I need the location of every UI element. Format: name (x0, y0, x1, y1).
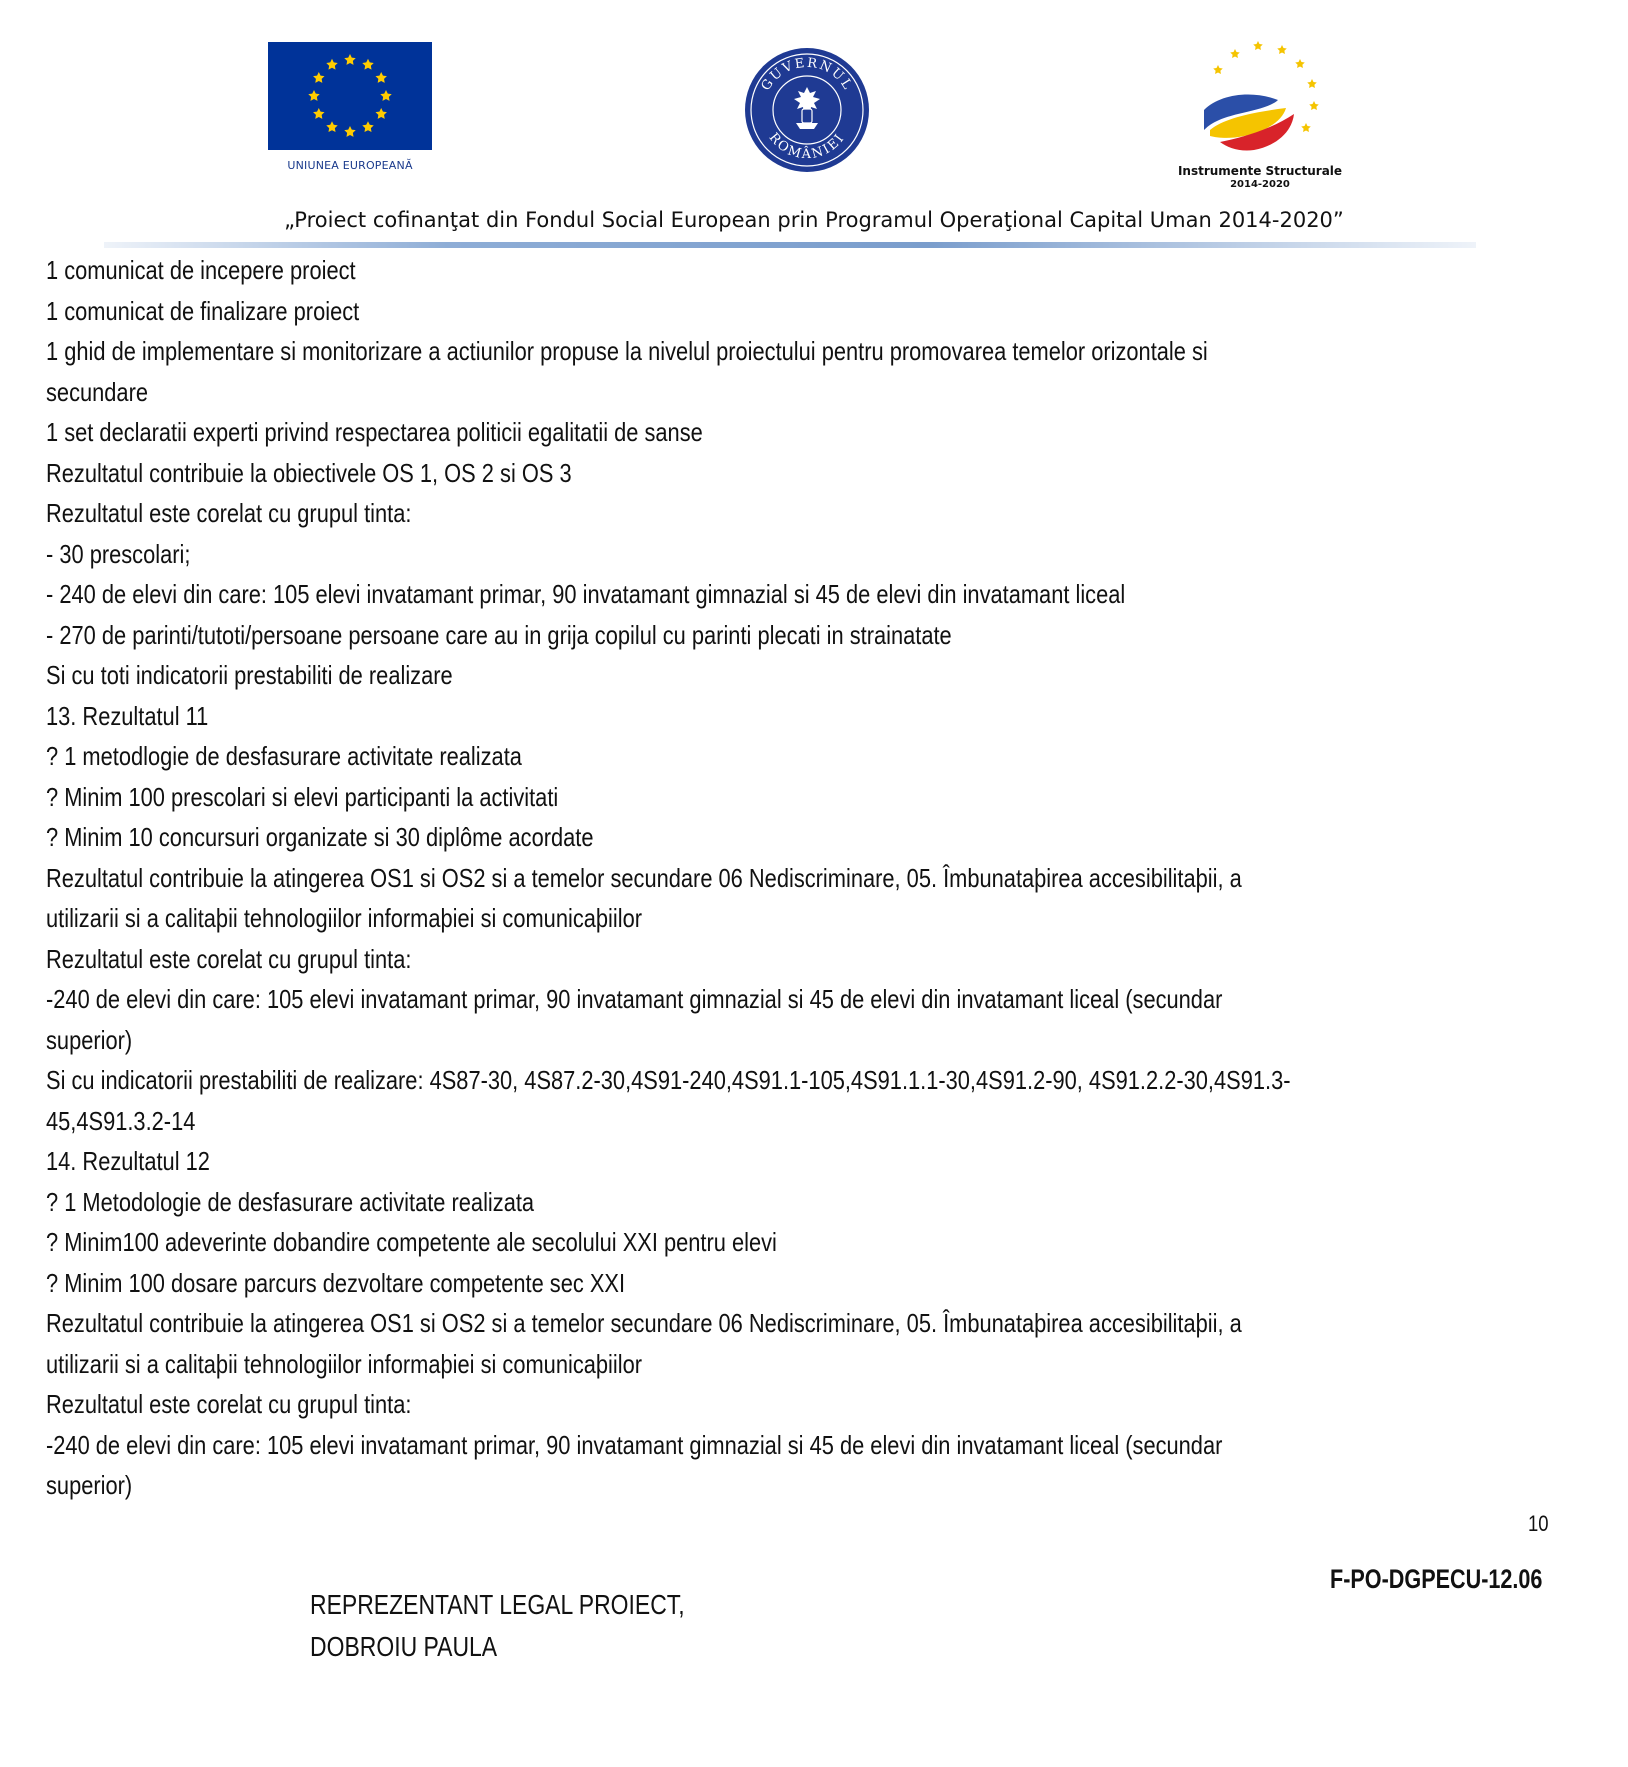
body-line: -240 de elevi din care: 105 elevi invatamant primar, 90 invatamant gimnazial si 45 de elevi din invatamant liceal (secundar (46, 984, 1223, 1014)
document-body (46, 250, 1291, 1506)
body-line: Rezultatul este corelat cu grupul tinta: (46, 1389, 412, 1419)
body-line: secundare (46, 376, 148, 407)
gov-ring-bottom-text: ROMÂNIEI (765, 130, 849, 163)
body-line: ? 1 metodlogie de desfasurare activitate realizata (46, 741, 522, 771)
body-line: Si cu toti indicatorii prestabiliti de realizare (46, 660, 453, 690)
eu-stars-icon (268, 42, 432, 150)
body-line: superior) (46, 1470, 133, 1500)
cofinance-tagline: „Proiect cofinanţat din Fondul Social European prin Programul Operaţional Capital Uman 2014-2020” (284, 208, 1344, 232)
eu-flag (268, 42, 432, 150)
eu-logo-caption: UNIUNEA EUROPEANĂ (287, 159, 413, 172)
section-heading: 13. Rezultatul 11 (46, 700, 209, 731)
body-line: utilizarii si a calitaþii tehnologiilor informaþiei si comunicaþiilor (46, 903, 643, 933)
body-line: superior) (46, 1024, 133, 1055)
body-line: Rezultatul este corelat cu grupul tinta: (46, 498, 412, 528)
structural-instruments-logo (1160, 38, 1360, 198)
government-seal-icon (744, 47, 870, 173)
body-line: 1 comunicat de finalizare proiect (46, 295, 360, 326)
government-logo (744, 47, 870, 173)
body-line: - 240 de elevi din care: 105 elevi invatamant primar, 90 invatamant gimnazial si 45 de elevi din invatamant liceal (46, 579, 1126, 609)
body-line: utilizarii si a calitaþii tehnologiilor informaþiei si comunicaþiilor (46, 1348, 643, 1379)
body-line: -240 de elevi din care: 105 elevi invatamant primar, 90 invatamant gimnazial si 45 de elevi din invatamant liceal (secundar (46, 1429, 1223, 1460)
signature-block (310, 1584, 685, 1668)
body-line: ? 1 Metodologie de desfasurare activitate realizata (46, 1186, 535, 1217)
eu-logo (268, 42, 434, 178)
page-number: 10 (1528, 1511, 1549, 1536)
structural-instruments-emblem-icon (1160, 38, 1360, 162)
body-line: - 30 prescolari; (46, 538, 191, 569)
signature-title: REPREZENTANT LEGAL PROIECT, (310, 1589, 685, 1620)
body-line: ? Minim 10 concursuri organizate si 30 diplôme acordate (46, 822, 594, 852)
body-line: - 270 de parinti/tutoti/persoane persoane care au in grija copilul cu parinti plecati in strainatate (46, 619, 952, 650)
structural-instruments-years: 2014-2020 (1230, 179, 1290, 190)
body-line: Si cu indicatorii prestabiliti de realizare: 4S87-30, 4S87.2-30,4S91-240,4S91.1-105,4S91.1.1-30,4S91.2-90, 4S91.2.2-30,4S91.3- (46, 1065, 1291, 1095)
header-divider (104, 242, 1476, 248)
signature-name: DOBROIU PAULA (310, 1631, 498, 1662)
body-line: ? Minim 100 dosare parcurs dezvoltare competente sec XXI (46, 1267, 626, 1298)
form-code: F-PO-DGPECU-12.06 (1330, 1564, 1543, 1594)
body-line: ? Minim100 adeverinte dobandire competente ale secolului XXI pentru elevi (46, 1227, 777, 1257)
body-line: 1 ghid de implementare si monitorizare a actiunilor propuse la nivelul proiectului pentru promovarea temelor orizontale si (46, 336, 1208, 366)
body-line: 1 comunicat de incepere proiect (46, 255, 356, 285)
structural-instruments-caption: Instrumente Structurale (1177, 164, 1343, 178)
body-line: Rezultatul contribuie la obiectivele OS 1, OS 2 si OS 3 (46, 457, 572, 488)
body-line: 1 set declaratii experti privind respectarea politicii egalitatii de sanse (46, 417, 703, 447)
body-line: 45,4S91.3.2-14 (46, 1105, 196, 1136)
body-line: Rezultatul contribuie la atingerea OS1 si OS2 si a temelor secundare 06 Nediscriminare, 05. Îmbunataþirea accesibilitaþii, a (46, 1308, 1242, 1338)
section-heading: 14. Rezultatul 12 (46, 1146, 210, 1176)
gov-ring-top-text: GUVERNUL (758, 55, 856, 94)
body-line: Rezultatul este corelat cu grupul tinta: (46, 943, 412, 974)
body-line: Rezultatul contribuie la atingerea OS1 si OS2 si a temelor secundare 06 Nediscriminare, 05. Îmbunataþirea accesibilitaþii, a (46, 862, 1242, 893)
body-line: ? Minim 100 prescolari si elevi participanti la activitati (46, 781, 559, 812)
